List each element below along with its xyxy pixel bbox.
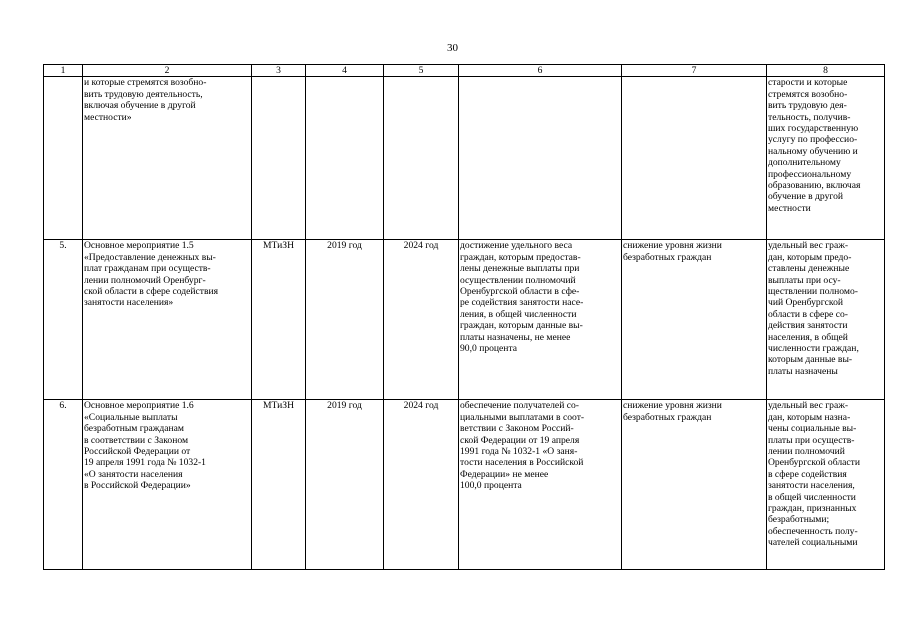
column-header: 1 bbox=[44, 65, 83, 77]
column-header: 8 bbox=[767, 65, 885, 77]
consequences: снижение уровня жизни безработных граждан bbox=[622, 400, 767, 570]
measure-name: и которые стремятся возобно- вить трудовую деятельность, включая обучение в другой местности» bbox=[83, 77, 252, 240]
row-number: 6. bbox=[44, 400, 83, 570]
indicator: удельный вес граж- дан, которым назна- чены социальные вы- платы при осуществ- лении полномочий Оренбургской области в сфере содействия занятости населения, в общей численности граждан, признанных безработными; обеспеченность полу- чателей социальными bbox=[767, 400, 885, 570]
expected-result bbox=[459, 77, 622, 240]
consequences bbox=[622, 77, 767, 240]
column-header: 3 bbox=[252, 65, 306, 77]
indicator: старости и которые стремятся возобно- вить трудовую дея- тельность, получив- ших государственную услугу по профессио- нальному обучению и дополнительному профессиональному образованию, включая обучение в другой местности bbox=[767, 77, 885, 240]
table-row bbox=[44, 77, 885, 240]
table-row bbox=[44, 240, 885, 400]
consequences: снижение уровня жизни безработных граждан bbox=[622, 240, 767, 400]
page-number: 30 bbox=[447, 42, 458, 54]
expected-result: обеспечение получателей со- циальными выплатами в соот- ветствии с Законом Россий- ской Федерации от 19 апреля 1991 года № 1032-1 «О заня- тости населения в Российской Федерации» не менее 100,0 процента bbox=[459, 400, 622, 570]
program-measures-table bbox=[43, 64, 885, 570]
executor: МТиЗН bbox=[252, 400, 306, 570]
column-header: 4 bbox=[306, 65, 384, 77]
end-year: 2024 год bbox=[384, 400, 459, 570]
measure-name: Основное мероприятие 1.5 «Предоставление денежных вы- плат гражданам при осуществ- лении полномочий Оренбург- ской области в сфере содействия занятости населения» bbox=[83, 240, 252, 400]
executor: МТиЗН bbox=[252, 240, 306, 400]
start-year: 2019 год bbox=[306, 400, 384, 570]
column-header: 5 bbox=[384, 65, 459, 77]
measure-name: Основное мероприятие 1.6 «Социальные выплаты безработным гражданам в соответствии с Законом Российской Федерации от 19 апреля 1991 года № 1032-1 «О занятости населения в Российской Федерации» bbox=[83, 400, 252, 570]
row-number bbox=[44, 77, 83, 240]
expected-result: достижение удельного веса граждан, которым предостав- лены денежные выплаты при осуществлении полномочий Оренбургской области в сфе- ре содействия занятости насе- ления, в общей численности граждан, которым данные вы- платы назначены, не менее 90,0 процента bbox=[459, 240, 622, 400]
end-year bbox=[384, 77, 459, 240]
table-row bbox=[44, 400, 885, 570]
indicator: удельный вес граж- дан, которым предо- ставлены денежные выплаты при осу- ществлении полномо- чий Оренбургской области в сфере со- действия занятости населения, в общей численности граждан, которым данные вы- платы назначены bbox=[767, 240, 885, 400]
row-number: 5. bbox=[44, 240, 83, 400]
start-year bbox=[306, 77, 384, 240]
column-header: 6 bbox=[459, 65, 622, 77]
column-number-row bbox=[44, 65, 885, 77]
start-year: 2019 год bbox=[306, 240, 384, 400]
column-header: 7 bbox=[622, 65, 767, 77]
executor bbox=[252, 77, 306, 240]
column-header: 2 bbox=[83, 65, 252, 77]
end-year: 2024 год bbox=[384, 240, 459, 400]
